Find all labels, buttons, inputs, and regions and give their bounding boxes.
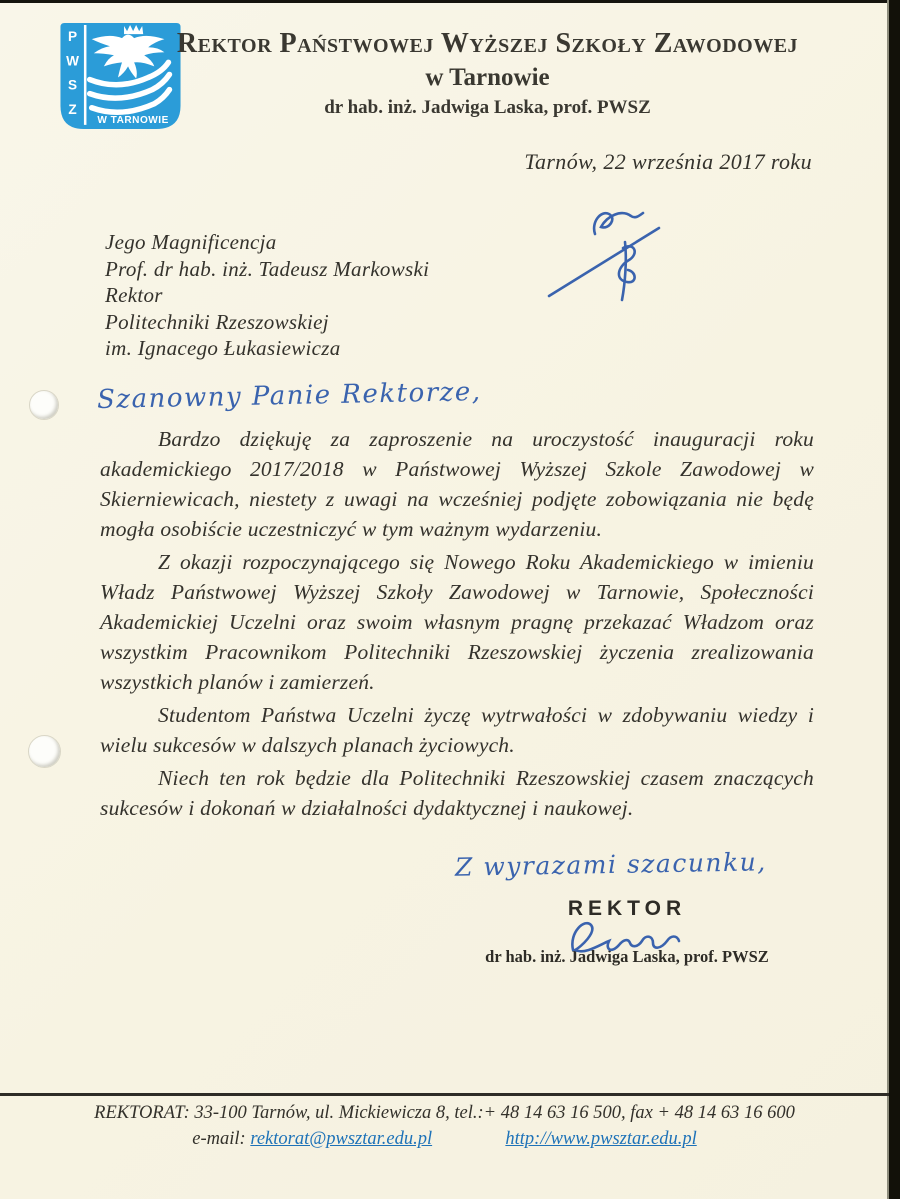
logo-caption: W TARNOWIE	[97, 114, 169, 126]
email-label: e-mail:	[192, 1129, 246, 1149]
letter-body	[100, 424, 814, 826]
footer-links-line	[0, 1127, 889, 1152]
email-link[interactable]: rektorat@pwsztar.edu.pl	[250, 1129, 433, 1149]
body-paragraph: Studentom Państwa Uczelni życzę wytrwałości w zdobywaniu wiedzy i wielu sukcesów w dalszych planach życiowych.	[100, 703, 814, 757]
letterhead-rector-name: dr hab. inż. Jadwiga Laska, prof. PWSZ	[324, 97, 651, 118]
website-link[interactable]: http://www.pwsztar.edu.pl	[505, 1129, 697, 1149]
addressee-line: Politechniki Rzeszowskiej	[105, 309, 329, 334]
punch-hole	[28, 735, 61, 768]
body-paragraph: Niech ten rok będzie dla Politechniki Rzeszowskiej czasem znaczących sukcesów i dokonań w działalności dydaktycznej i naukowej.	[100, 766, 814, 820]
addressee-line: im. Ignacego Łukasiewicza	[105, 336, 341, 360]
addressee-line: Jego Magnificencja	[105, 230, 277, 254]
letterhead-city: w Tarnowie	[425, 64, 550, 91]
svg-text:Z: Z	[68, 101, 77, 117]
paraph-initials-icon	[543, 196, 668, 308]
letterhead-title: Rektor Państwowej Wyższej Szkoły Zawodowej	[176, 28, 799, 59]
letterhead	[150, 28, 825, 120]
handwritten-closing: Z wyrazami szacunku,	[454, 847, 767, 882]
signature-block	[477, 897, 777, 967]
date-line: Tarnów, 22 września 2017 roku	[524, 149, 812, 174]
footer-address-line: REKTORAT: 33-100 Tarnów, ul. Mickiewicza 8, tel.:+ 48 14 63 16 500, fax + 48 14 63 16 600	[94, 1103, 795, 1123]
body-paragraph: Z okazji rozpoczynającego się Nowego Roku Akademickiego w imieniu Władz Państwowej Wyższej Szkoły Zawodowej w Tarnowie, Społeczności Akademickiej Uczelni oraz swoim własnym pragnę przekazać Władzom oraz wszystkim Pracownikom Politechniki Rzeszowskiej życzenia zrealizowania wszystkich planów i zamierzeń.	[100, 550, 814, 694]
footer	[0, 1101, 889, 1152]
svg-text:S: S	[68, 77, 78, 93]
signature-title: REKTOR	[567, 897, 687, 920]
signature-scribble-icon	[565, 914, 685, 960]
scan-edge-top	[0, 0, 900, 3]
svg-text:W: W	[66, 53, 80, 69]
addressee-line: Rektor	[105, 283, 163, 307]
signature-name: dr hab. inż. Jadwiga Laska, prof. PWSZ	[485, 947, 769, 966]
footer-rule	[0, 1093, 889, 1096]
punch-hole	[29, 390, 59, 420]
scan-edge-right	[887, 0, 900, 1199]
body-paragraph: Bardzo dziękuję za zaproszenie na uroczystość inauguracji roku akademickiego 2017/2018 w Państwowej Wyższej Szkole Zawodowej w Skierniewicach, niestety z uwagi na wcześniej podjęte zobowiązania nie będę mogła osobiście uczestniczyć w tym ważnym wydarzeniu.	[100, 427, 814, 541]
addressee-line: Prof. dr hab. inż. Tadeusz Markowski	[105, 256, 430, 281]
addressee-block	[105, 229, 429, 362]
handwritten-salutation: Szanowny Panie Rektorze,	[96, 376, 482, 416]
svg-text:P: P	[68, 29, 78, 45]
